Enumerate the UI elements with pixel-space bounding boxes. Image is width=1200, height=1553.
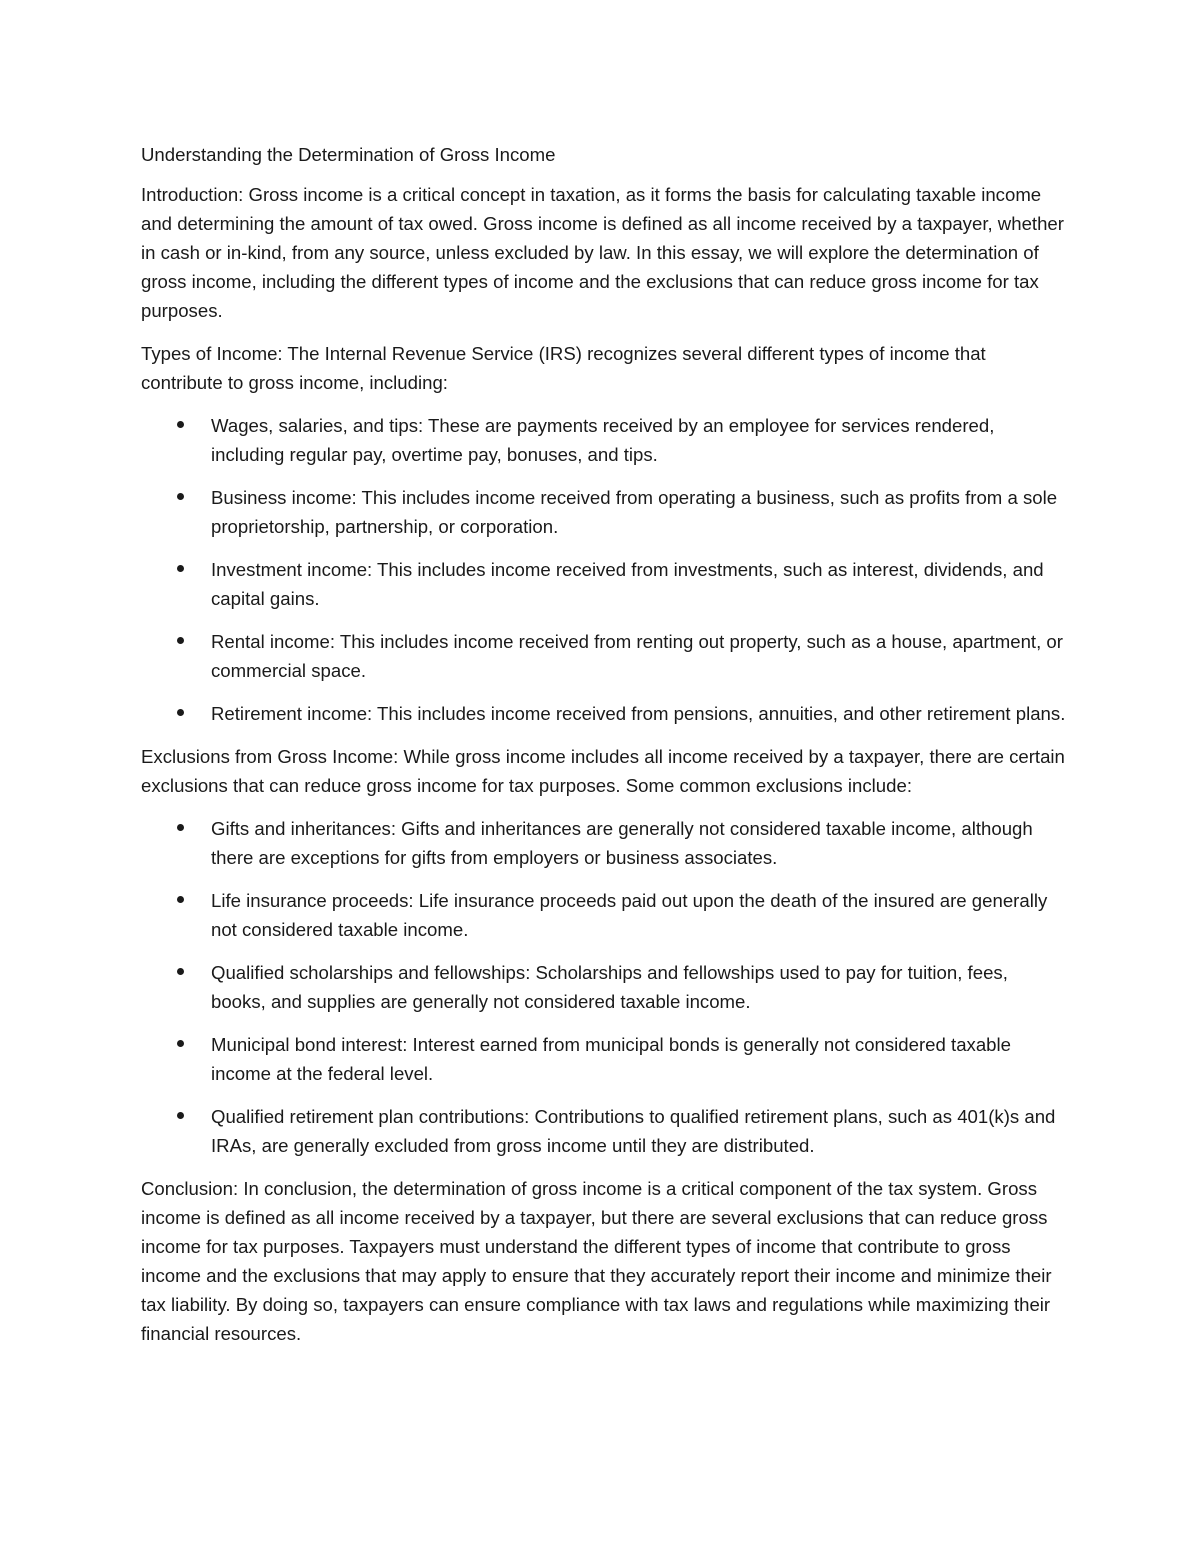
list-item-text: Retirement income: This includes income received from pensions, annuities, and other retirement plans. — [211, 703, 1066, 724]
bullet-icon — [177, 565, 184, 572]
list-item-text: Qualified scholarships and fellowships: Scholarships and fellowships used to pay for tuition, fees, books, and supplies are generally not considered taxable income. — [211, 962, 1008, 1012]
bullet-icon — [177, 1112, 184, 1119]
bullet-icon — [177, 824, 184, 831]
list-item — [141, 886, 1066, 944]
list-item-text: Investment income: This includes income received from investments, such as interest, dividends, and capital gains. — [211, 559, 1044, 609]
list-item-text: Life insurance proceeds: Life insurance proceeds paid out upon the death of the insured are generally not considered taxable income. — [211, 890, 1048, 940]
bullet-icon — [177, 968, 184, 975]
list-item — [141, 483, 1066, 541]
introduction-paragraph: Introduction: Gross income is a critical concept in taxation, as it forms the basis for calculating taxable income and determining the amount of tax owed. Gross income is defined as all income received by a taxpayer, whether in cash or in-kind, from any source, unless excluded by law. In this essay, we will explore the determination of gross income, including the different types of income and the exclusions that can reduce gross income for tax purposes. — [141, 184, 1064, 321]
list-item — [141, 1102, 1066, 1160]
list-item-text: Wages, salaries, and tips: These are payments received by an employee for services rendered, including regular pay, overtime pay, bonuses, and tips. — [211, 415, 995, 465]
exclusions-intro-paragraph: Exclusions from Gross Income: While gross income includes all income received by a taxpayer, there are certain exclusions that can reduce gross income for tax purposes. Some common exclusions include: — [141, 746, 1065, 796]
list-item-text: Rental income: This includes income received from renting out property, such as a house, apartment, or commercial space. — [211, 631, 1063, 681]
list-item-text: Municipal bond interest: Interest earned from municipal bonds is generally not considered taxable income at the federal level. — [211, 1034, 1011, 1084]
bullet-icon — [177, 421, 184, 428]
bullet-icon — [177, 1040, 184, 1047]
list-item — [141, 958, 1066, 1016]
bullet-icon — [177, 896, 184, 903]
list-item — [141, 1030, 1066, 1088]
bullet-icon — [177, 637, 184, 644]
bullet-icon — [177, 493, 184, 500]
conclusion-paragraph: Conclusion: In conclusion, the determination of gross income is a critical component of the tax system. Gross income is defined as all income received by a taxpayer, but there are several exclusions that can reduce gross income for tax purposes. Taxpayers must understand the different types of income that contribute to gross income and the exclusions that may apply to ensure that they accurately report their income and minimize their tax liability. By doing so, taxpayers can ensure compliance with tax laws and regulations while maximizing their financial resources. — [141, 1178, 1052, 1344]
bullet-icon — [177, 709, 184, 716]
income-types-list — [141, 411, 1066, 728]
document-title: Understanding the Determination of Gross Income — [141, 144, 556, 165]
types-intro-paragraph: Types of Income: The Internal Revenue Service (IRS) recognizes several different types of income that contribute to gross income, including: — [141, 343, 986, 393]
list-item-text: Business income: This includes income received from operating a business, such as profits from a sole proprietorship, partnership, or corporation. — [211, 487, 1058, 537]
list-item — [141, 411, 1066, 469]
list-item — [141, 555, 1066, 613]
list-item — [141, 814, 1066, 872]
list-item — [141, 627, 1066, 685]
list-item-text: Gifts and inheritances: Gifts and inheritances are generally not considered taxable income, although there are exceptions for gifts from employers or business associates. — [211, 818, 1033, 868]
list-item-text: Qualified retirement plan contributions: Contributions to qualified retirement plans, such as 401(k)s and IRAs, are generally excluded from gross income until they are distributed. — [211, 1106, 1056, 1156]
document-page — [141, 140, 1066, 1362]
exclusions-list — [141, 814, 1066, 1160]
list-item — [141, 699, 1066, 728]
